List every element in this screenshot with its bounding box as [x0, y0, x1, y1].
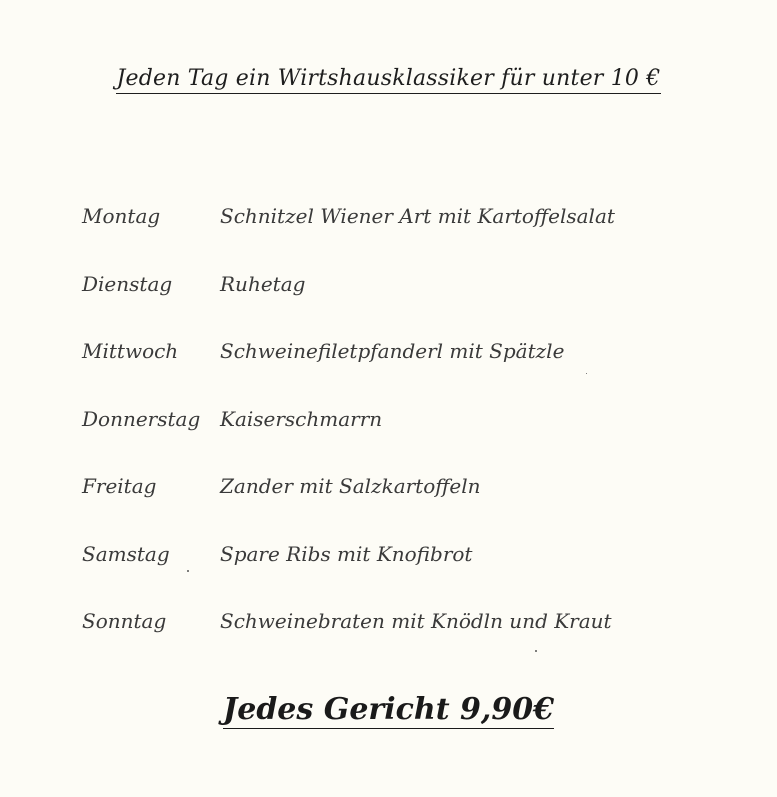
menu-row-monday — [82, 204, 702, 272]
menu-row-saturday — [82, 542, 702, 610]
menu-dish: Ruhetag — [220, 271, 306, 296]
menu-day: Dienstag — [82, 271, 173, 296]
paper-speck — [586, 373, 587, 374]
menu-dish: Schweinefiletpfanderl mit Spätzle — [220, 339, 565, 363]
page-title-text: Jeden Tag ein Wirtshausklassiker für unter 10 € — [116, 66, 660, 94]
paper-speck — [535, 650, 537, 652]
menu-dish: Spare Ribs mit Knofibrot — [220, 541, 473, 566]
menu-row-tuesday — [82, 272, 702, 340]
paper-speck — [187, 570, 189, 572]
price-note-text: Jedes Gericht 9,90€ — [223, 692, 554, 727]
menu-day: Donnerstag — [82, 406, 201, 431]
menu-row-thursday — [82, 407, 702, 475]
price-note — [0, 692, 777, 727]
weekly-menu-list — [82, 204, 702, 677]
menu-dish: Kaiserschmarrn — [220, 406, 383, 431]
menu-dish: Zander mit Salzkartoffeln — [220, 474, 481, 498]
menu-day: Montag — [82, 204, 161, 228]
menu-row-wednesday — [82, 339, 702, 407]
menu-day: Samstag — [82, 541, 170, 566]
menu-row-sunday — [82, 609, 702, 677]
menu-dish: Schweinebraten mit Knödln und Kraut — [220, 609, 612, 633]
menu-day: Mittwoch — [82, 339, 179, 363]
menu-day: Sonntag — [82, 609, 167, 633]
menu-row-friday — [82, 474, 702, 542]
page-title — [0, 66, 777, 91]
menu-day: Freitag — [82, 474, 157, 498]
menu-dish: Schnitzel Wiener Art mit Kartoffelsalat — [220, 204, 615, 228]
